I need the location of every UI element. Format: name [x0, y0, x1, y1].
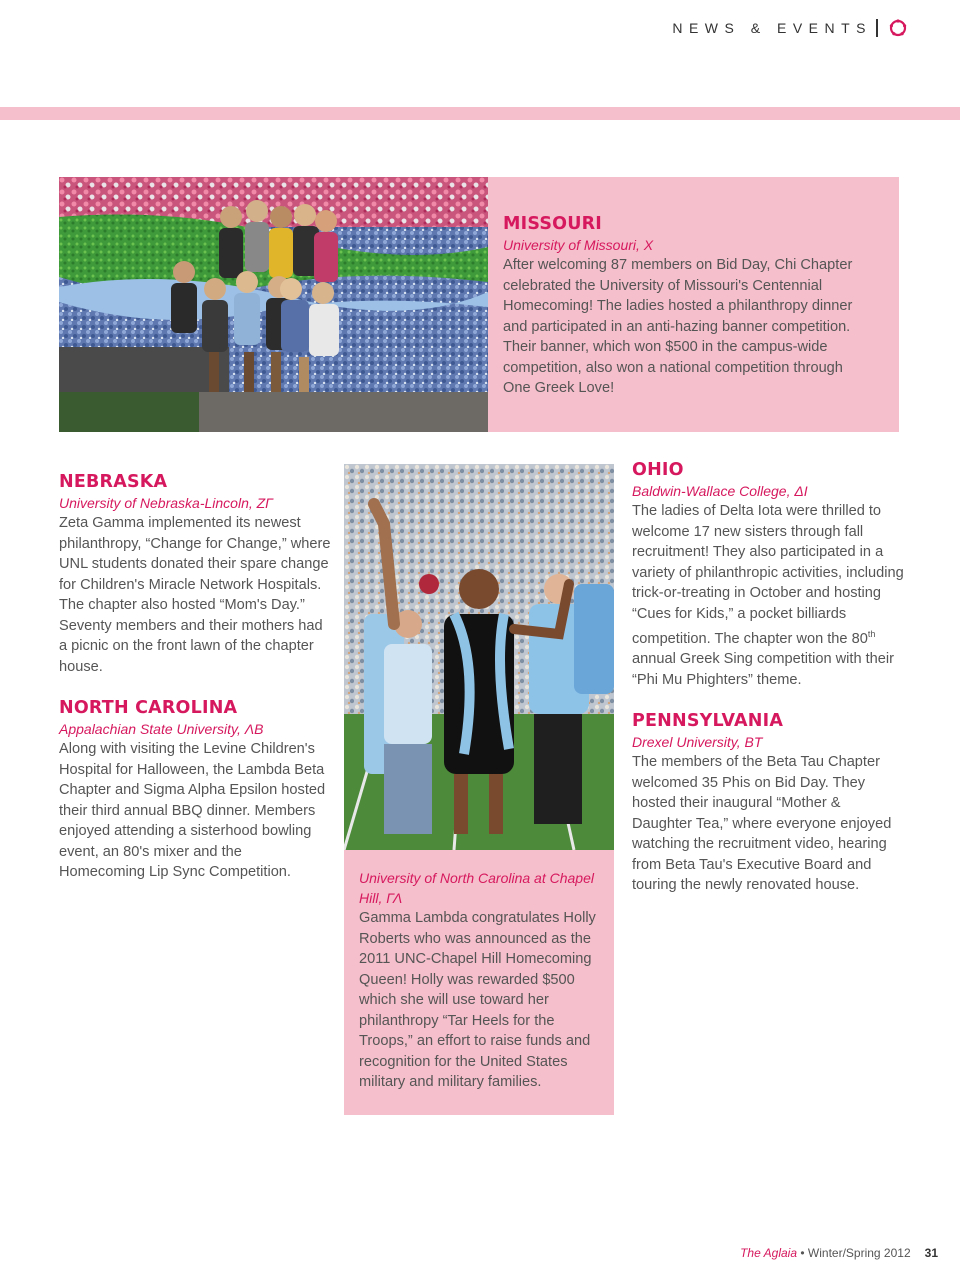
pennsylvania-heading: PENNSYLVANIA [632, 711, 784, 732]
missouri-text: After welcoming 87 members on Bid Day, Chi Chapter celebrated the University of Missouri's Centennial Homecoming! The ladies hosted a philanthropy dinner and participated in an anti-hazing banner competition. Their banner, which won $500 in the campus-wide competition, also won a national competition through One Greek Love! [503, 257, 853, 396]
page-number: 31 [924, 1246, 938, 1260]
nebraska-heading: NEBRASKA [59, 472, 168, 492]
flower-badge-icon [888, 18, 908, 38]
section-header [672, 18, 908, 38]
unc-panel [344, 850, 614, 1115]
north-carolina-school: Appalachian State University, ΛΒ [59, 721, 264, 737]
missouri-heading: MISSOURI [503, 214, 603, 234]
pennsylvania-text: The members of the Beta Tau Chapter welcomed 35 Phis on Bid Day. They hosted their inaugural “Mother & Daughter Tea,” where everyone enjoyed watching the recruitment video, hearing from Beta Tau's Executive Board and touring the newly renovated house. [632, 754, 892, 894]
ohio-text: The ladies of Delta Iota were thrilled to welcome 17 new sisters through fall recruitment! They also participated in a variety of philanthropic activities, including trick-or-treating in October and hosting “Cues for Kids,” a pocket billiards competition. The chapter won the 80th annual Greek Sing competition with their “Phi Mu Phighters” theme. [632, 503, 904, 688]
pennsylvania-school: Drexel University, ΒΤ [632, 734, 763, 751]
nebraska-text: Zeta Gamma implemented its newest philanthropy, “Change for Change,” where UNL students donated their spare change for Children's Miracle Network Hospitals. The chapter also hosted “Mom's Day.” Seventy members and their mothers had a picnic on the front lawn of the chapter house. [59, 515, 331, 675]
issue-label: Winter/Spring 2012 [807, 1246, 911, 1260]
north-carolina-heading: NORTH CAROLINA [59, 698, 238, 718]
homecoming-queen-photo [344, 464, 614, 850]
missouri-school: University of Missouri, Χ [503, 237, 654, 253]
ordinal-suffix: th [867, 629, 876, 639]
unc-text: Gamma Lambda congratulates Holly Roberts who was announced as the 2011 UNC-Chapel Hill Homecoming Queen! Holly was rewarded $500 which she will use toward her philanthropy “Tar Heels for the Troops,” an effort to raise funds and recognition for the United States military and military families. [359, 910, 596, 1090]
magazine-title: The Aglaia [740, 1246, 798, 1260]
ohio-heading: OHIO [632, 460, 684, 480]
right-column [632, 459, 904, 896]
section-title: NEWS & EVENTS [672, 20, 872, 36]
ohio-school: Baldwin-Wallace College, ΔΙ [632, 483, 808, 499]
page-footer [740, 1246, 938, 1260]
nebraska-school: University of Nebraska-Lincoln, ΖΓ [59, 495, 274, 511]
missouri-panel [488, 177, 899, 432]
left-column [59, 471, 331, 883]
missouri-group-photo [59, 177, 488, 432]
footer-separator: • [797, 1246, 808, 1260]
header-divider [876, 19, 878, 37]
north-carolina-text: Along with visiting the Levine Children's Hospital for Halloween, the Lambda Beta Chapter and Sigma Alpha Epsilon hosted their third annual BBQ dinner. Members enjoyed attending a sisterhood bowling event, an 80's mixer and the Homecoming Lip Sync Competition. [59, 741, 326, 880]
unc-school: University of North Carolina at Chapel Hill, ΓΛ [359, 870, 594, 906]
decorative-band [0, 107, 960, 120]
